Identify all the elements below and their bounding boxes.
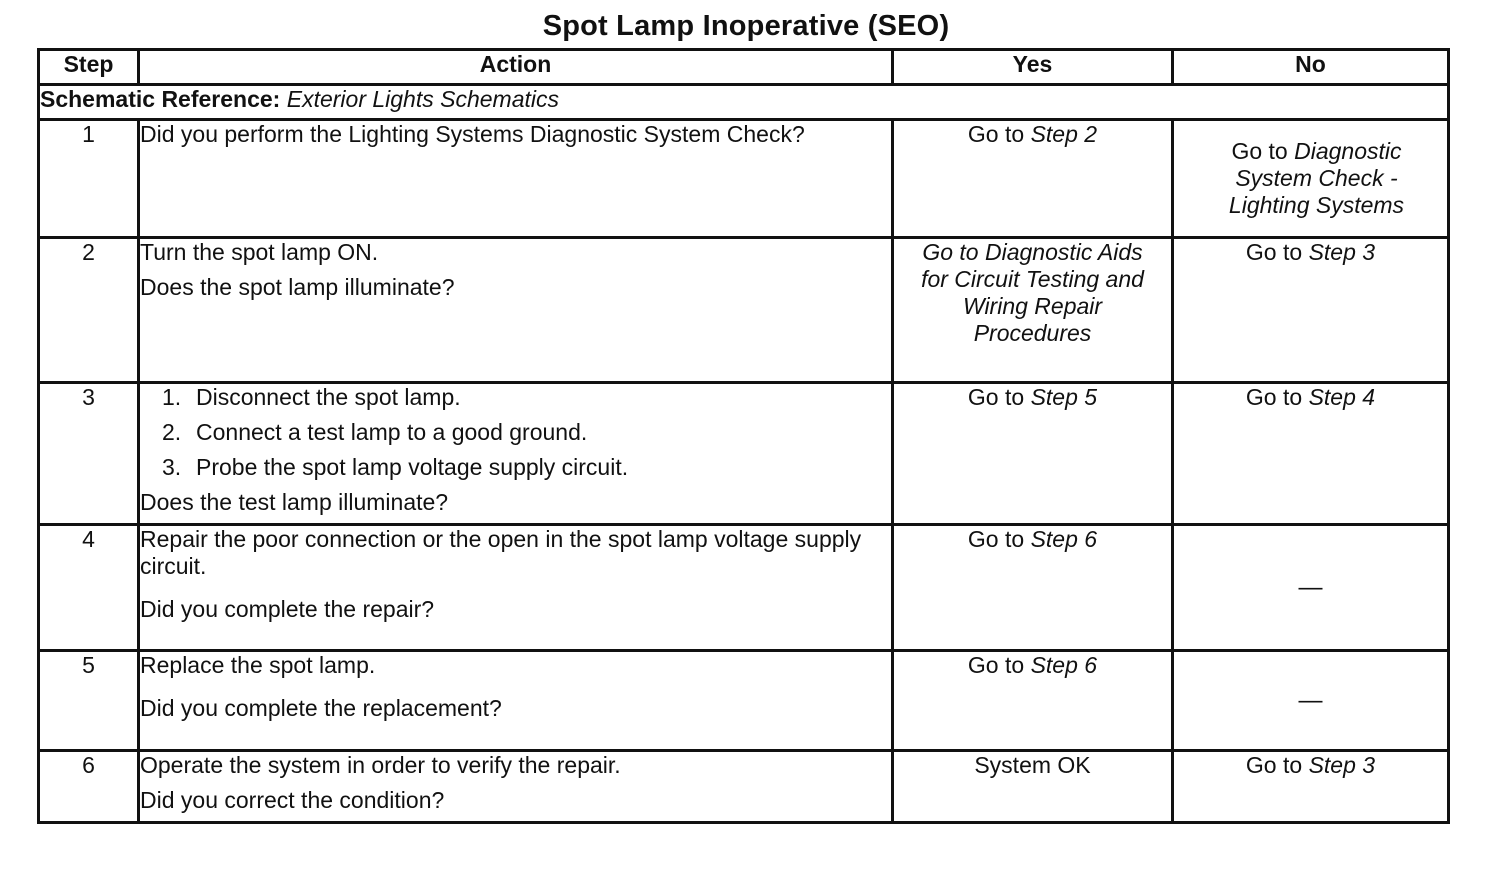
substep-text: Disconnect the spot lamp. (196, 384, 461, 410)
table-row (39, 238, 1449, 383)
yes-prefix: Go to (967, 652, 1025, 678)
substep-text: Connect a test lamp to a good ground. (196, 419, 588, 445)
no-target[interactable]: Step 4 (1308, 384, 1376, 410)
header-step: Step (39, 50, 139, 85)
substep-text: Probe the spot lamp voltage supply circuit. (196, 454, 629, 480)
table-row (39, 651, 1449, 751)
no-cell[interactable] (1173, 120, 1449, 238)
substep-item (140, 454, 891, 481)
action-text: Replace the spot lamp. (140, 652, 376, 678)
no-prefix: Go to (1245, 239, 1303, 265)
no-target[interactable]: Step 3 (1308, 752, 1376, 778)
action-text: Repair the poor connection or the open in the spot lamp voltage supply circuit. (140, 526, 862, 579)
step-number: 5 (39, 651, 139, 751)
yes-target[interactable]: Step 2 (1030, 121, 1098, 147)
header-action: Action (139, 50, 893, 85)
step-number: 3 (39, 383, 139, 525)
yes-cell[interactable] (893, 525, 1173, 651)
action-question: Does the test lamp illuminate? (140, 489, 449, 515)
substep-item (140, 384, 891, 411)
yes-prefix: Go to (967, 384, 1025, 410)
page-title: Spot Lamp Inoperative (SEO) (542, 10, 950, 42)
step-number: 2 (39, 238, 139, 383)
substep-number: 2. (162, 419, 182, 445)
no-target[interactable]: Step 3 (1308, 239, 1376, 265)
substep-list (140, 384, 891, 481)
step-number: 1 (39, 120, 139, 238)
no-cell[interactable] (1173, 751, 1449, 823)
yes-cell[interactable] (893, 651, 1173, 751)
action-cell (139, 525, 893, 651)
step-number: 4 (39, 525, 139, 651)
no-target[interactable]: Diagnostic System Check - Lighting Systems (1228, 138, 1405, 218)
yes-cell[interactable] (893, 120, 1173, 238)
action-text: Did you perform the Lighting Systems Diagnostic System Check? (140, 121, 805, 147)
substep-number: 3. (162, 454, 182, 480)
yes-prefix: Go to (967, 526, 1025, 552)
action-text: Operate the system in order to verify the repair. (140, 752, 621, 778)
action-cell (139, 751, 893, 823)
yes-target[interactable]: Go to Diagnostic Aids for Circuit Testing and Wiring Repair Procedures (921, 239, 1144, 346)
action-cell (139, 651, 893, 751)
table-row (39, 383, 1449, 525)
substep-number: 1. (162, 384, 182, 410)
no-cell (1173, 525, 1449, 651)
schematic-link[interactable]: Exterior Lights Schematics (286, 86, 560, 112)
substep-item (140, 419, 891, 446)
action-cell (139, 238, 893, 383)
no-dash: — (1298, 687, 1323, 714)
yes-target[interactable]: Step 6 (1030, 526, 1098, 552)
schematic-label: Schematic Reference: (40, 86, 281, 112)
no-cell[interactable] (1173, 383, 1449, 525)
yes-cell[interactable] (893, 383, 1173, 525)
no-cell[interactable] (1173, 238, 1449, 383)
yes-target[interactable]: Step 6 (1030, 652, 1098, 678)
yes-cell (893, 751, 1173, 823)
header-no: No (1173, 50, 1449, 85)
table-row (39, 525, 1449, 651)
schematic-reference (39, 85, 1449, 120)
step-number: 6 (39, 751, 139, 823)
yes-prefix: Go to (967, 121, 1025, 147)
action-question: Did you correct the condition? (140, 787, 445, 813)
action-cell (139, 383, 893, 525)
no-prefix: Go to (1245, 752, 1303, 778)
header-row (39, 50, 1449, 85)
action-cell (139, 120, 893, 238)
no-cell (1173, 651, 1449, 751)
yes-cell[interactable] (893, 238, 1173, 383)
action-question: Does the spot lamp illuminate? (140, 274, 455, 300)
yes-result: System OK (974, 752, 1091, 778)
no-prefix: Go to (1231, 138, 1288, 164)
action-question: Did you complete the repair? (140, 596, 435, 622)
yes-target[interactable]: Step 5 (1030, 384, 1098, 410)
schematic-row (39, 85, 1449, 120)
header-yes: Yes (893, 50, 1173, 85)
diagnostic-table (37, 48, 1450, 824)
table-row (39, 751, 1449, 823)
action-question: Did you complete the replacement? (140, 695, 502, 721)
no-prefix: Go to (1245, 384, 1303, 410)
action-text: Turn the spot lamp ON. (140, 239, 379, 265)
table-row (39, 120, 1449, 238)
no-dash: — (1298, 574, 1323, 601)
